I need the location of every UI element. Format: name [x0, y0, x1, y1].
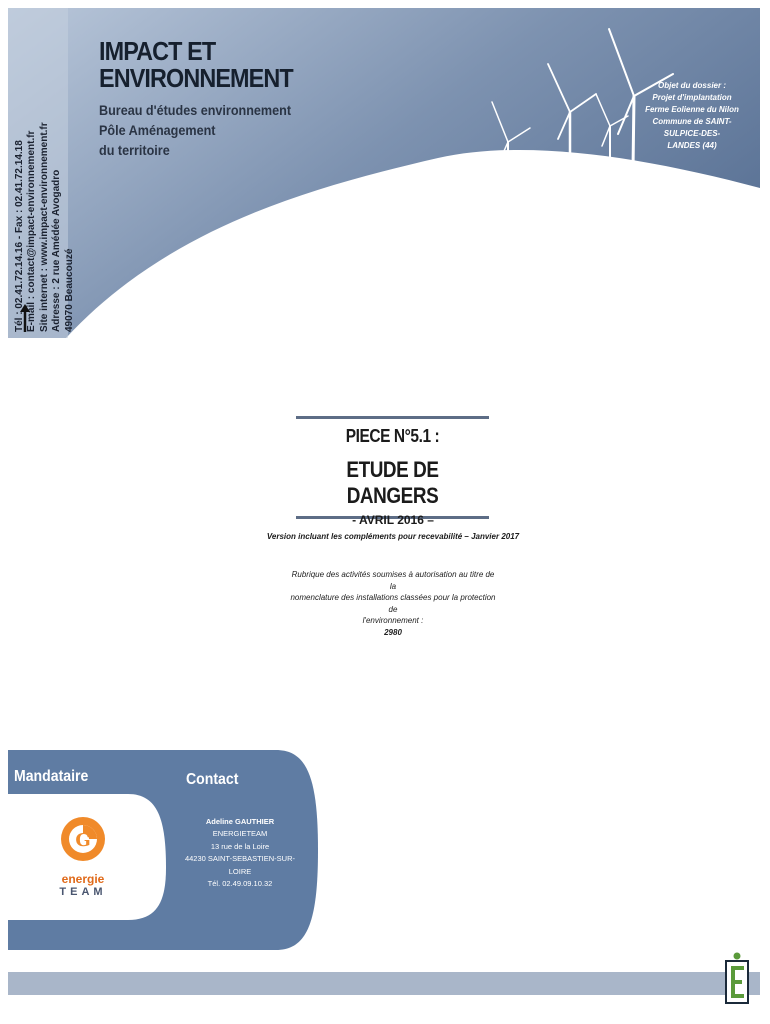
company-brand: [99, 38, 319, 160]
rubrique-text: Rubrique des activités soumises à autorisation au titre de la nomenclature des installations classées pour la protection de l'environnement : 2980: [288, 569, 498, 638]
arrow-up-icon: [20, 304, 30, 334]
contact-city-line: 44230 SAINT-SEBASTIEN-SUR-LOIRE: [184, 854, 296, 876]
logo-word-team: TEAM: [59, 886, 107, 898]
date-block: [238, 513, 548, 541]
contact-heading: Contact: [186, 771, 239, 788]
contact-city: 49070 Beaucouzé: [63, 248, 75, 332]
mandataire-heading: Mandataire: [14, 768, 89, 785]
dossier-label: Objet du dossier :: [657, 81, 726, 90]
document-title: ETUDE DE DANGERS: [346, 457, 439, 508]
piece-number: PIECE N°5.1 :: [345, 426, 440, 446]
contact-company: ENERGIETEAM: [212, 829, 268, 839]
brand-subtitle: Bureau d'études environnement Pôle Aménagement du territoire: [99, 102, 292, 158]
energieteam-swirl-icon: [59, 813, 107, 865]
logo-word-energie: energie: [61, 872, 105, 886]
divider: [296, 416, 489, 419]
contact-address: [51, 272, 63, 332]
turbine-icon: [548, 64, 596, 164]
contact-name: Adeline GAUTHIER: [205, 817, 275, 826]
svg-text:G: G: [75, 830, 91, 851]
document-date: - AVRIL 2016 –: [352, 513, 434, 527]
turbine-icon: [596, 94, 628, 164]
contact-phone-line: Tél. 02.49.09.10.32: [207, 879, 273, 889]
footer-bar: [8, 972, 760, 995]
contact-street: 13 rue de la Loire: [210, 841, 270, 851]
brand-title: IMPACT ET ENVIRONNEMENT: [99, 36, 293, 93]
impact-environnement-e-logo-icon: [724, 952, 750, 1004]
rubrique-code: 2980: [384, 627, 402, 637]
contact-details: [180, 816, 300, 890]
contact-website: [39, 272, 51, 332]
turbine-icon: [492, 102, 530, 169]
dossier-info: Objet du dossier : Projet d'implantation Ferme Eolienne du Nilon Commune de SAINT-SULPICE-DES- LANDES (44): [645, 81, 739, 150]
version-note: Version incluant les compléments pour recevabilité – Janvier 2017: [266, 532, 520, 541]
cover-page: [8, 8, 760, 1016]
energieteam-logo: [48, 813, 118, 898]
document-title-block: [296, 416, 489, 519]
